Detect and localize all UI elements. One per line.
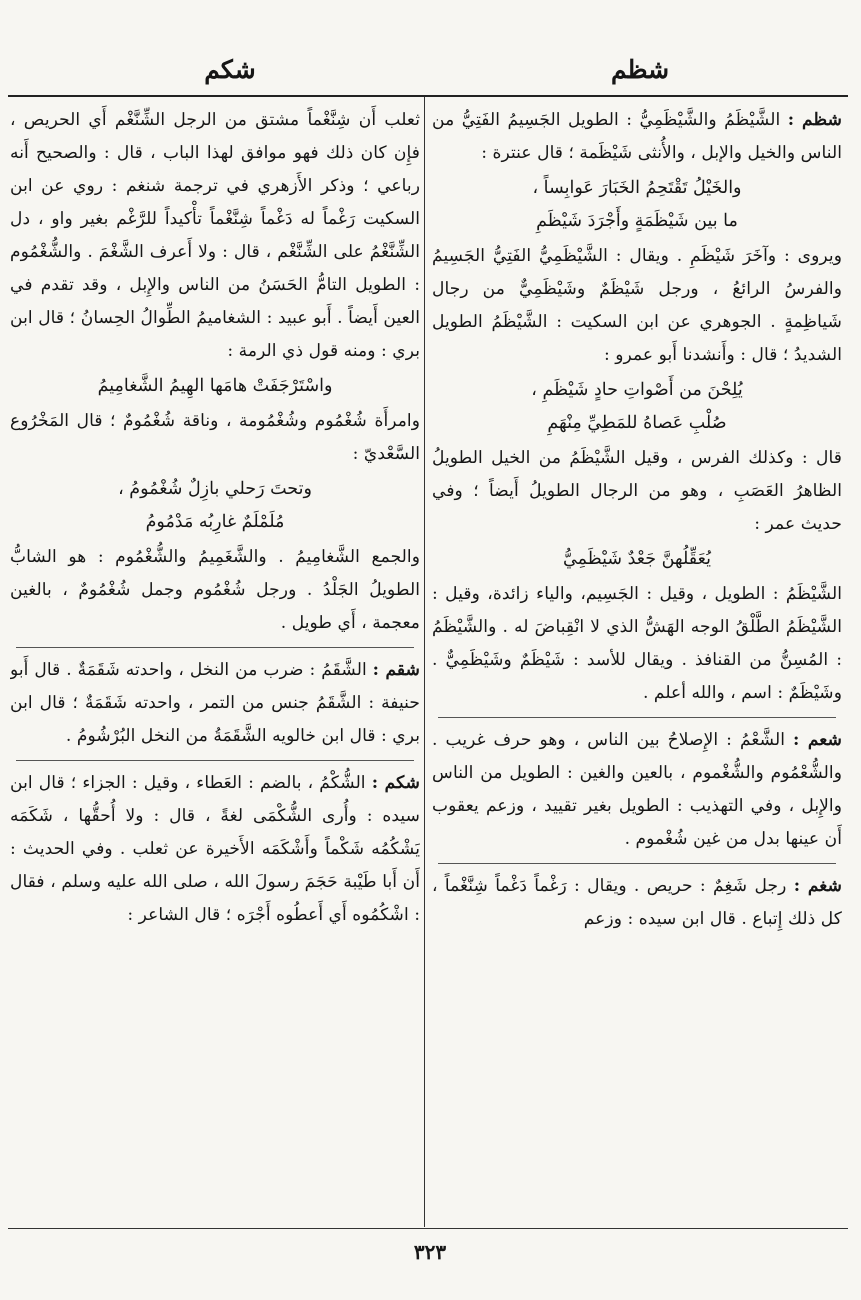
verse-couplet xyxy=(10,473,420,539)
running-headword-right: شظم xyxy=(610,55,670,84)
verse-line: صُلْبِ عَصاهُ للمَطِيِّ مِنْهَمِ xyxy=(547,413,727,433)
running-headword-left: شكم xyxy=(204,55,256,84)
entry-separator xyxy=(16,647,414,648)
entry-separator xyxy=(16,760,414,761)
verse-line: مُلَمْلَمٌ غارِبُه مَدْمُومُ xyxy=(145,512,285,532)
entry-lemma: شكم : xyxy=(371,773,420,793)
entry-text: الشَّيْظَمُ والشَّيْظَمِيُّ : الطويل الجَسِيمُ الفَتِيُّ من الناس والخيل والإبل ، والأُنثى شَيْظَمة ؛ قال عنترة : xyxy=(432,110,842,163)
right-column xyxy=(432,104,842,1222)
left-column xyxy=(10,104,420,1222)
entry-text: والجمع الشَّغامِيمُ . والشَّغَمِيمُ والشُّغْمُوم : هو الشابُّ الطويلُ الجَلْدُ . ورجل شُغْمُوم وجمل شُغْمُومٌ ، بالغين معجمة ، أَي طويل . xyxy=(10,547,420,633)
entry-separator xyxy=(438,717,836,718)
entry-text: الشَّقَمُ : ضرب من النخل ، واحدته شَقَمَةٌ . قال أَبو حنيفة : الشَّقَمُ جنس من التمر ، واحدته شَقَمَةٌ ؛ قال ابن بري : قال ابن خالويه الشَّقَمَةُ من النخل البُرْشُومُ . xyxy=(10,660,420,746)
entry-lemma: شعم : xyxy=(793,730,842,750)
verse-line: وتحتَ رَحلي بازِلٌ شُغْمُومُ ، xyxy=(118,479,312,499)
page-number: ٣٢٣ xyxy=(413,1240,447,1264)
entry-lemma: شظم : xyxy=(787,110,842,130)
entry-text: رجل شَغِمٌ : حريص . ويقال : رَغْماً دَغْماً شِنَّغْماً ، كل ذلك إِتباع . قال ابن سيده : وزعم xyxy=(432,876,842,929)
entry-text: الشَّيْظَمُ : الطويل ، وقيل : الجَسِيم، والياء زائدة، وقيل : الشَّيْظَمُ الطَّلْقُ الوجه الهَشُّ الذي لا انْقِباضَ له . والشَّيْظَمُ : المُسِنُّ من القنافذ . ويقال للأسد : شَيْظَمٌ وشَيْظَمِيٌّ . وشَيْظَمٌ : اسم ، والله أعلم . xyxy=(432,584,842,703)
entry-text: الشَّعْمُ : الإِصلاحُ بين الناس ، وهو حرف غريب . والشُّعْمُوم والشُّغْموم ، بالعين والغين : الطويل من الناس والإِبل ، وفي التهذيب : الطويل بغير تقييد ، وزعم يعقوب أَن عينها بدل من غين شُغْموم . xyxy=(432,730,842,849)
verse-line: يُلِحْنَ من أَصْواتِ حادٍ شَيْظَمِ ، xyxy=(531,380,743,400)
entry-separator xyxy=(438,863,836,864)
entry-text: وامرأَة شُغْمُوم وشُغْمُومة ، وناقة شُغْمُومٌ ؛ قال المَخْرُوع السَّعْديّ : xyxy=(10,411,420,464)
entry-lemma: شقم : xyxy=(372,660,420,680)
verse-line: يُعَقِّلُهنَّ جَعْدٌ شَيْظَمِيُّ xyxy=(563,549,711,569)
entry-shakam xyxy=(10,767,420,932)
entry-shaqam xyxy=(10,654,420,753)
entry-text: الشُّكْمُ ، بالضم : العَطاء ، وقيل : الجزاء ؛ قال ابن سيده : وأُرى الشُّكْمَى لغةً ، قال : ولا أُحقُّها ، شَكَمَه يَشْكُمُه شَكْماً وأَشْكَمَه الأَخيرة عن ثعلب . وفي الحديث : أَن أَبا طَيْبة حَجَمَ رسولَ الله ، صلى الله عليه وسلم ، فقال : اشْكُمُوه أَي أَعطُوه أَجْرَه ؛ قال الشاعر : xyxy=(10,773,420,925)
entry-shagham xyxy=(432,870,842,936)
entry-text: ويروى : وآخَرَ شَيْظَمِ . ويقال : الشَّيْظَمِيُّ الفَتِيُّ الجَسِيمُ والفرسُ الرائعُ ، ورجل شَيْظَمٌ وشَيْظَمِيٌّ من رجال شَياظِمةٍ . الجوهري عن ابن السكيت : الشَّيْظَمُ الطويل الشديدُ ؛ قال : وأَنشدنا أَبو عمرو : xyxy=(432,246,842,365)
entry-text: قال : وكذلك الفرس ، وقيل الشَّيْظَمُ من الخيل الطويلُ الظاهرُ العَصَبِ ، وهو من الرجال الطويلُ أَيضاً ؛ وفي حديث عمر : xyxy=(432,448,842,534)
column-divider xyxy=(424,97,425,1227)
verse-line: والخَيْلُ تَقْتَحِمُ الخَبَارَ عَوابِساً ، xyxy=(532,178,742,198)
verse-couplet xyxy=(432,374,842,440)
entry-shaam xyxy=(432,724,842,856)
verse-line: ما بين شَيْظَمَةٍ وأَجْرَدَ شَيْظَمِ xyxy=(536,211,738,231)
verse-line: واسْتَرْجَفَتْ هامَها الهِيمُ الشَّغامِيمُ xyxy=(97,376,333,396)
verse-couplet xyxy=(432,172,842,238)
entry-text: ثعلب أَن شِنَّغْماً مشتق من الرجل الشِّنَّغْم أَي الحريص ، فإِن كان ذلك فهو موافق لهذا الباب ، قال : والصحيح أَنه رباعي ؛ وذكر الأَزهري في ترجمة شنغم : روي عن ابن السكيت رَغْماً له دَغْماً شِنَّغْماً تأْكيداً للرَّغْم بغير واو ، دل الشِّنَّغْمُ على الشِّنَّغْم ، قال : ولا أَعرف الشَّغْمَ . والشُّغْمُوم : الطويل التامُّ الحَسَنُ من الناس والإِبل ، وقد تقدم في العين أَيضاً . أَبو عبيد : الشغاميمُ الطِّوالُ الحِسانُ ؛ قال ابن بري : ومنه قول ذي الرمة : xyxy=(10,110,420,361)
top-rule xyxy=(8,95,848,97)
entry-shazham xyxy=(432,104,842,170)
entry-lemma: شغم : xyxy=(793,876,842,896)
bottom-rule xyxy=(8,1228,848,1229)
